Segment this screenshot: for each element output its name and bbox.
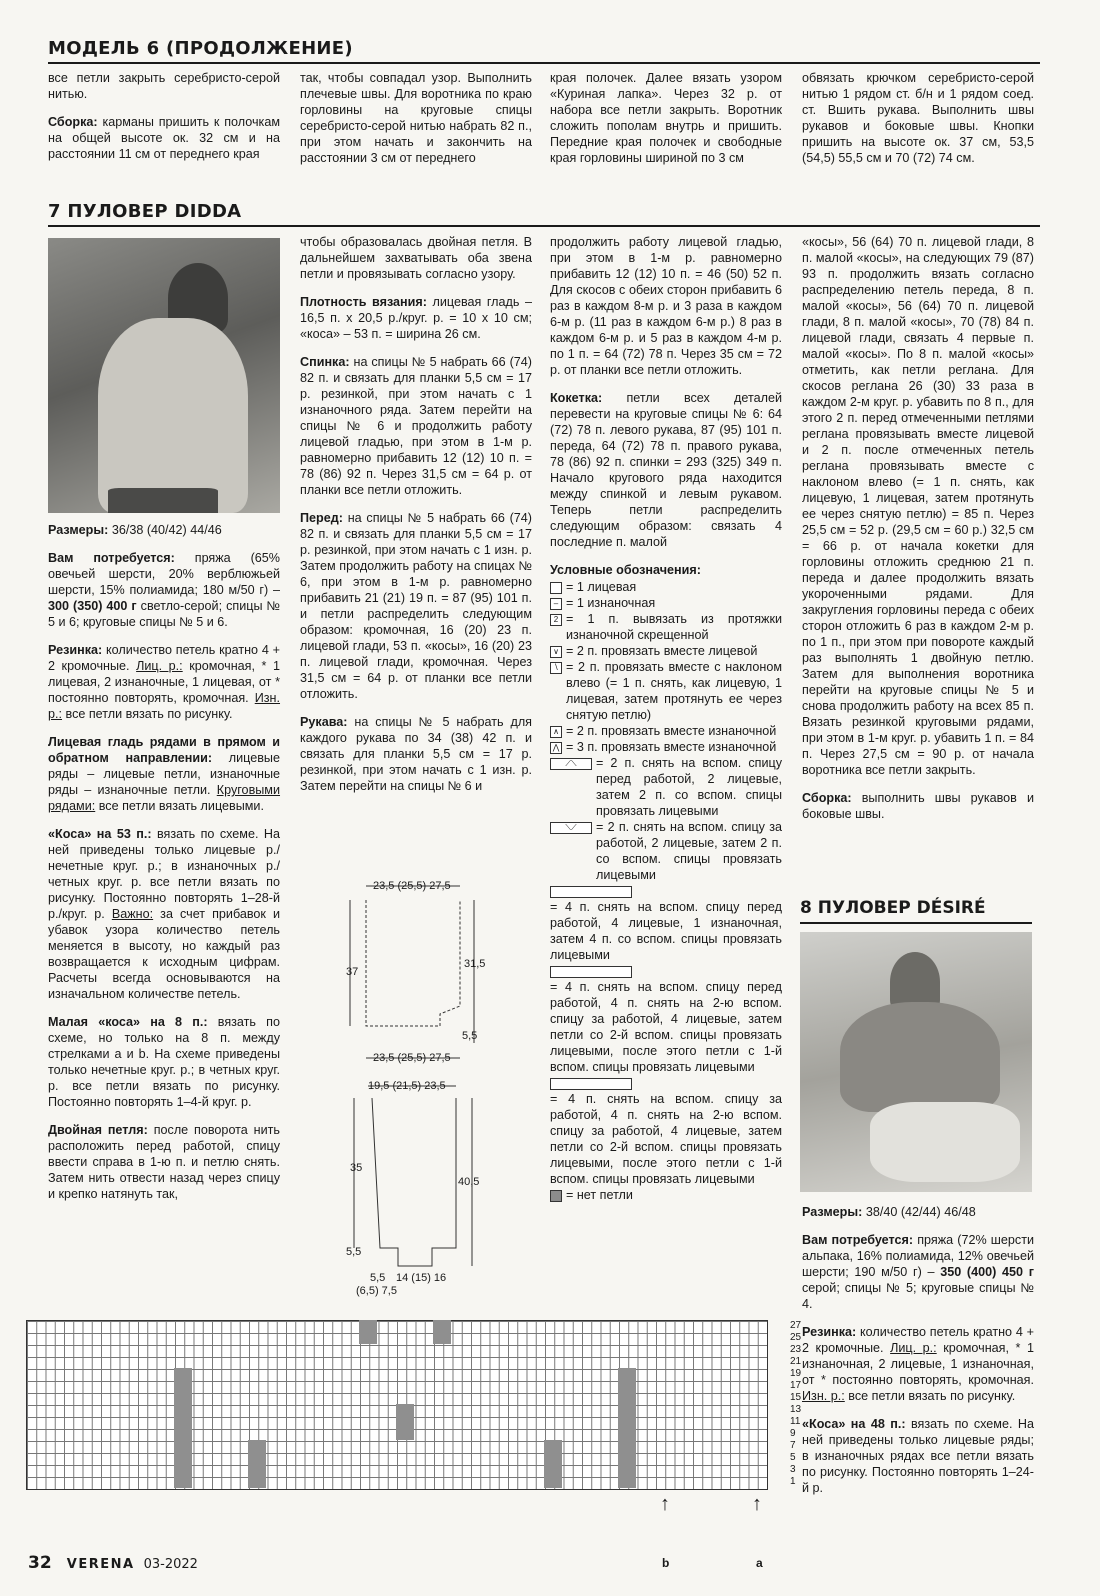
sleeve-schematic-labels xyxy=(340,1078,490,1298)
sleeve-right-length: 40,5 xyxy=(458,1176,480,1188)
text-block: края полочек. Далее вязать узором «Куриная лапка». Через 32 р. от набора все петли закрыть. Воротник сложить пополам внутрь и пришить. Передние края полочек и свободные края горловины шириной по 3 см xyxy=(550,71,782,165)
legend-item: = 4 п. снять на вспом. спицу за работой, 4 п. снять на 2-ю вспом. спицу за работой, 4 лицевые, затем петли со 2-й вспом. спицы провязать лицевыми, после этого петли с 1-й вспом. спицы провязать лицевыми xyxy=(550,1078,782,1187)
stockinette: Лицевая гладь рядами в прямом и обратном направлении: лицевые ряды – лицевые петли, изнаночные ряды – изнаночные петли. Круговыми рядами: все петли вязать лицевыми. xyxy=(48,735,281,813)
double-stitch: Двойная петля: после поворота нить расположить перед работой, спицу ввести справа в 1-ю п. и петлю снять. Затем нить отвести назад через спицу и крепко натянуть так, xyxy=(48,1123,280,1201)
legend-title: Условные обозначения: xyxy=(550,563,701,577)
chart-row-number: 13 xyxy=(790,1404,802,1415)
section-header-pullover8 xyxy=(800,898,1032,924)
rib-pattern: Резинка: количество петель кратно 4 + 2 кромочные. Лиц. р.: кромочная, * 1 изнаночная, 2 лицевые, 1 изнаночная, от * постоянно повторять, кромочная. Изн. р.: все петли вязать по рисунку. xyxy=(802,1325,1035,1403)
legend-item: ∧ = 2 п. провязать вместе изнаночной xyxy=(550,723,782,739)
legend-item: ∖ = 2 п. провязать вместе с наклоном влево (= 1 п. снять, как лицевую, 1 лицевая, затем протянуть ее через снятую петлю) xyxy=(550,659,782,723)
text-block: чтобы образовалась двойная петля. В дальнейшем захватывать оба звена петли и провязывать согласно узору. xyxy=(300,235,532,281)
p7-col1 xyxy=(48,522,280,1214)
text-block: Сборка: карманы пришить к полочкам на общей высоте ок. 32 см и на расстоянии 11 см от переднего края xyxy=(48,115,280,161)
sleeve-top-width: 19,5 (21,5) 23,5 xyxy=(368,1080,446,1092)
legend-item: ∨ = 2 п. провязать вместе лицевой xyxy=(550,643,782,659)
cable-back-2-icon: ⟍⟋ xyxy=(550,822,592,834)
no-stitch-column xyxy=(174,1368,192,1488)
sleeve-left-length: 35 xyxy=(350,1162,363,1174)
legend xyxy=(550,562,782,1203)
chart-row-number: 11 xyxy=(790,1416,801,1427)
text-block: все петли закрыть серебристо-серой нитью. xyxy=(48,71,280,101)
chart-row-number: 5 xyxy=(790,1452,796,1463)
increase-symbol-icon: 2 xyxy=(550,614,562,626)
no-stitch-column xyxy=(618,1368,636,1488)
no-stitch-column xyxy=(544,1440,562,1488)
yoke: Кокетка: петли всех деталей перевести на круговые спицы № 6: 64 (72) 78 п. левого рукава, 87 (95) 101 п. переда, 64 (72) 78 п. правого рукава, 78 (86) 92 п. спинки = 293 (325) 349 п. Начало кругового ряда находится между спинкой и левым рукавом. Теперь петли распределить следующим образом: связать 4 последние п. малой xyxy=(550,391,782,549)
small-cable: Малая «коса» на 8 п.: вязать по схеме, но только на 8 п. между стрелками a и b. На схеме приведены только нечетные круг. р.; в четных круг. р. все петли вязать по рисунку. Постоянно повторять 1–4-й круг. р. xyxy=(48,1015,280,1109)
cable-4-front-icon xyxy=(550,966,632,978)
materials: Вам потребуется: пряжа (65% овечьей шерсти, 20% верблюжьей шерсти, 15% полиамида; 180 м/50 г) – 300 (350) 400 г светло-серой; спицы № 5 и 6; круговые спицы № 5 и 6. xyxy=(48,551,280,629)
front: Перед: на спицы № 5 набрать 66 (74) 82 п. и связать для планки 5,5 см = 17 р. резинкой, при этом начать с 1 изн. р. Затем продолжить работу на спицах № 6, при этом в 1-м р. равномерно прибавить 21 (21) 19 п. = 87 (95) 101 п. и петли распределить следующим образом: кромочная, 16 (20) 23 п. лицевой глади, 53 п. «косы», 16 (20) 23 п. лицевой глади, кромочная. Через 31,5 см = 64 р. от планки все петли отложить. xyxy=(300,511,533,701)
arrow-label-a: a xyxy=(756,1556,763,1570)
text-block: «косы», 56 (64) 70 п. лицевой глади, 8 п. малой «косы», на следующих 79 (87) 93 п. продолжить вязать согласно распределению петель переда, 8 п. малой «косы», 56 (64) 70 п. лицевой глади, 8 п. малой «косы», 70 (78) 84 п. лицевой глади, связать 4 первые п. малой «косы». По 8 п. малой «косы» отметить, как петли реглана. Для скосов реглана 26 (30) 33 раза в каждом 2-м круг. р. убавить по 8 п., для этого 2 п. перед отмеченными петлями реглана провязывать вместе лицевой и 2 п. после отмеченных петель реглана провязывать вместе с наклоном влево (= 1 п. снять, как лицевую, 1 лицевая, затем протянуть ее через снятую петлю) = 85 п. Через 25,5 см = 52 р. (29,5 см = 60 р.) 32,5 см = 66 р. от начала кокетки для горловины отложить среднюю 21 п. переда и далее продолжить вязать укороченными рядами. Для закругления горловины переда с обеих сторон отложить 6 раз в каждом 2-м р. по 1 п., при этом при повороте каждый раз выполнять 1 двойную петлю. Затем для выполнения воротника перейти на круговые спицы № 5 и снова продолжить работу на всех 85 п. Вязать резинкой круговыми рядами, при этом в 1-м круг. р. убавить 1 п. = 84 п. Через 27,5 см = 90 р. от начала воротника все петли закрыть. xyxy=(802,235,1034,777)
assembly: Сборка: выполнить швы рукавов и боковые швы. xyxy=(802,791,1034,821)
section-title: 8 ПУЛОВЕР DÉSIRÉ xyxy=(800,898,986,918)
p7-col3 xyxy=(550,234,782,1203)
cable-front-2-icon: ⟋⟍ xyxy=(550,758,592,770)
rib-pattern: Резинка: количество петель кратно 4 + 2 кромочные. Лиц. р.: кромочная, * 1 лицевая, 2 изнаночные, 1 лицевая, от * постоянно повторять, кромочная. Изн. р.: все петли вязать по рисунку. xyxy=(48,643,281,721)
chart-row-number: 25 xyxy=(790,1332,802,1343)
sleeve-rib-height: 5,5 xyxy=(346,1246,362,1258)
sizes: Размеры: 38/40 (42/44) 46/48 xyxy=(802,1205,976,1219)
p2tog-symbol-icon: ∧ xyxy=(550,726,562,738)
body-top-width: 23,5 (25,5) 27,5 xyxy=(373,880,451,892)
sleeve-bottom-a: 5,5 xyxy=(370,1272,386,1284)
text-block: продолжить работу лицевой гладью, при этом в 1-м р. равномерно прибавить 12 (12) 10 п. = 46 (50) 52 п. Для скосов с обеих сторон прибавить 6 раз в каждом 8-м р. и 3 раза в каждом 6-м р. (11 раз в каждом 6-м р.) 8 раз в каждом 6-м р. и 5 раз в каждом 4-м р. по 1 п. = 64 (72) 78 п. Через 35 см = 72 р. от планки все петли отложить. xyxy=(550,235,782,377)
legend-item: ⟍⟋ = 2 п. снять на вспом. спицу за работой, 2 лицевые, затем 2 п. со вспом. спицы провязать лицевыми xyxy=(550,819,782,883)
chart-row-number: 1 xyxy=(790,1476,796,1487)
chart-row-number: 9 xyxy=(790,1428,796,1439)
arrow-b-icon: ↑ xyxy=(660,1493,670,1515)
model-photo-pullover8 xyxy=(800,932,1032,1192)
page-number: 32 xyxy=(28,1553,52,1573)
model6-col1 xyxy=(48,70,280,174)
chart-row-number: 21 xyxy=(790,1356,802,1367)
p7-col2 xyxy=(300,234,532,806)
model-photo-pullover7 xyxy=(48,238,280,513)
k2tog-symbol-icon: ∨ xyxy=(550,646,562,658)
cable-pattern: «Коса» на 48 п.: вязать по схеме. На ней приведены только лицевые ряды; в изнаночных рядах все петли вязать по рисунку. Постоянно повторять 1–24-й р. xyxy=(802,1417,1034,1495)
legend-item: – = 1 изнаночная xyxy=(550,595,782,611)
issue-number: 03-2022 xyxy=(143,1557,198,1572)
section-title: 7 ПУЛОВЕР DIDDA xyxy=(48,201,242,222)
page-footer xyxy=(28,1553,198,1573)
cable-4-back-icon xyxy=(550,1078,632,1090)
legend-item: = 4 п. снять на вспом. спицу перед работой, 4 п. снять на 2-ю вспом. спицу за работой, 4 лицевые, затем петли со 2-й вспом. спицы провязать лицевыми, после этого петли с 1-й вспом. спицы провязать лицевыми xyxy=(550,966,782,1075)
chart-row-number: 23 xyxy=(790,1344,802,1355)
no-stitch-symbol-icon xyxy=(550,1190,562,1202)
model6-col3 xyxy=(550,70,782,178)
magazine-name: VERENA xyxy=(66,1557,135,1572)
section-header-model6 xyxy=(48,38,1040,64)
knitting-chart xyxy=(26,1320,802,1490)
sleeve-bottom-b: 14 (15) 16 xyxy=(396,1272,447,1284)
sleeve-bottom-c: (6,5) 7,5 xyxy=(356,1285,397,1297)
text-block: обвязать крючком серебристо-серой нитью 1 рядом ст. б/н и 1 рядом соед. ст. Вшить рукава. Выполнить швы рукавов и боковые швы. Кнопки пришить на высоте ок. 37 см, 53,5 (54,5) 55,5 см и 70 (72) 74 см. xyxy=(802,71,1034,165)
ssk-symbol-icon: ∖ xyxy=(550,662,562,674)
arrow-label-b: b xyxy=(662,1556,670,1570)
chart-row-number: 7 xyxy=(790,1440,796,1451)
arrow-a-icon: ↑ xyxy=(752,1493,762,1515)
materials: Вам потребуется: пряжа (72% шерсти альпака, 16% полиамида, 12% овечьей шерсти; 190 м/50 г) – 350 (400) 450 г серой; спицы № 5; круговые спицы № 4. xyxy=(802,1233,1035,1311)
body-schematic-labels xyxy=(340,878,490,1068)
p7-col4 xyxy=(802,234,1034,834)
body-rib-height: 5,5 xyxy=(462,1030,478,1042)
body-bottom-width: 23,5 (25,5) 27,5 xyxy=(373,1052,451,1064)
p8-col xyxy=(802,1204,1034,1508)
cable-4-purl-icon xyxy=(550,886,632,898)
legend-item: = нет петли xyxy=(550,1187,782,1203)
model6-col2 xyxy=(300,70,532,178)
chart-row-number: 19 xyxy=(790,1368,802,1379)
legend-item: ⋀ = 3 п. провязать вместе изнаночной xyxy=(550,739,782,755)
p3tog-symbol-icon: ⋀ xyxy=(550,742,562,754)
gauge: Плотность вязания: лицевая гладь – 16,5 п. х 20,5 р./круг. р. = 10 х 10 см; «коса» – 53 п. = ширина 26 см. xyxy=(300,295,532,341)
no-stitch-column xyxy=(433,1320,451,1344)
purl-symbol-icon: – xyxy=(550,598,562,610)
knit-symbol-icon xyxy=(550,582,562,594)
section-header-pullover7 xyxy=(48,201,1040,227)
legend-item: = 1 лицевая xyxy=(550,579,782,595)
chart-row-number: 3 xyxy=(790,1464,796,1475)
sleeves: Рукава: на спицы № 5 набрать для каждого рукава по 34 (38) 42 п. и связать для планки 5,5 см = 17 р. резинкой, при этом начать с 1 изн. р. Затем перейти на спицы № 6 и xyxy=(300,715,533,793)
no-stitch-column xyxy=(359,1320,377,1344)
legend-item: 2 = 1 п. вывязать из протяжки изнаночной скрещенной xyxy=(550,611,782,643)
back: Спинка: на спицы № 5 набрать 66 (74) 82 п. и связать для планки 5,5 см = 17 р. резинкой, при этом начать с 1 изнаночного ряда. Затем перейти на спицы № 6 и продолжить работу лицевой гладью, при этом в 1-м р. равномерно прибавить 12 (12) 10 п. = 78 (86) 92 п. Через 31,5 см = 64 р. от планки все петли отложить. xyxy=(300,355,532,497)
body-left-height: 37 xyxy=(346,966,359,978)
sizes: Размеры: 36/38 (40/42) 44/46 xyxy=(48,523,222,537)
chart-row-number: 27 xyxy=(790,1320,802,1331)
no-stitch-column xyxy=(396,1404,414,1440)
model6-col4 xyxy=(802,70,1034,178)
no-stitch-column xyxy=(248,1440,266,1488)
legend-item: = 4 п. снять на вспом. спицу перед работой, 4 лицевые, 1 изнаночная, затем 4 п. со вспом. спицы провязать лицевыми xyxy=(550,886,782,963)
chart-row-number: 17 xyxy=(790,1380,802,1391)
chart-row-number: 15 xyxy=(790,1392,802,1403)
body-right-height: 31,5 xyxy=(464,958,486,970)
legend-item: ⟋⟍ = 2 п. снять на вспом. спицу перед работой, 2 лицевые, затем 2 п. со вспом. спицы провязать лицевыми xyxy=(550,755,782,819)
section-title: МОДЕЛЬ 6 (ПРОДОЛЖЕНИЕ) xyxy=(48,38,353,59)
text-block: так, чтобы совпадал узор. Выполнить плечевые швы. Для воротника по краю горловины на круговые спицы серебристо-серой нитью набрать 82 п., при этом начать и закончить на расстоянии 3 см от переднего xyxy=(300,71,532,165)
cable-pattern: «Коса» на 53 п.: вязать по схеме. На ней приведены только лицевые р./нечетные круг. р.; в изнаночных р./четных круг. р. все петли вязать по рисунку. Постоянно повторять 1–28-й р./круг. р. Важно: за счет прибавок и убавок узора количество петель меняется в высоту, но каждый раз возвращается к исходным цифрам. Расчеты всегда основываются на изначальном количестве петель. xyxy=(48,827,281,1001)
